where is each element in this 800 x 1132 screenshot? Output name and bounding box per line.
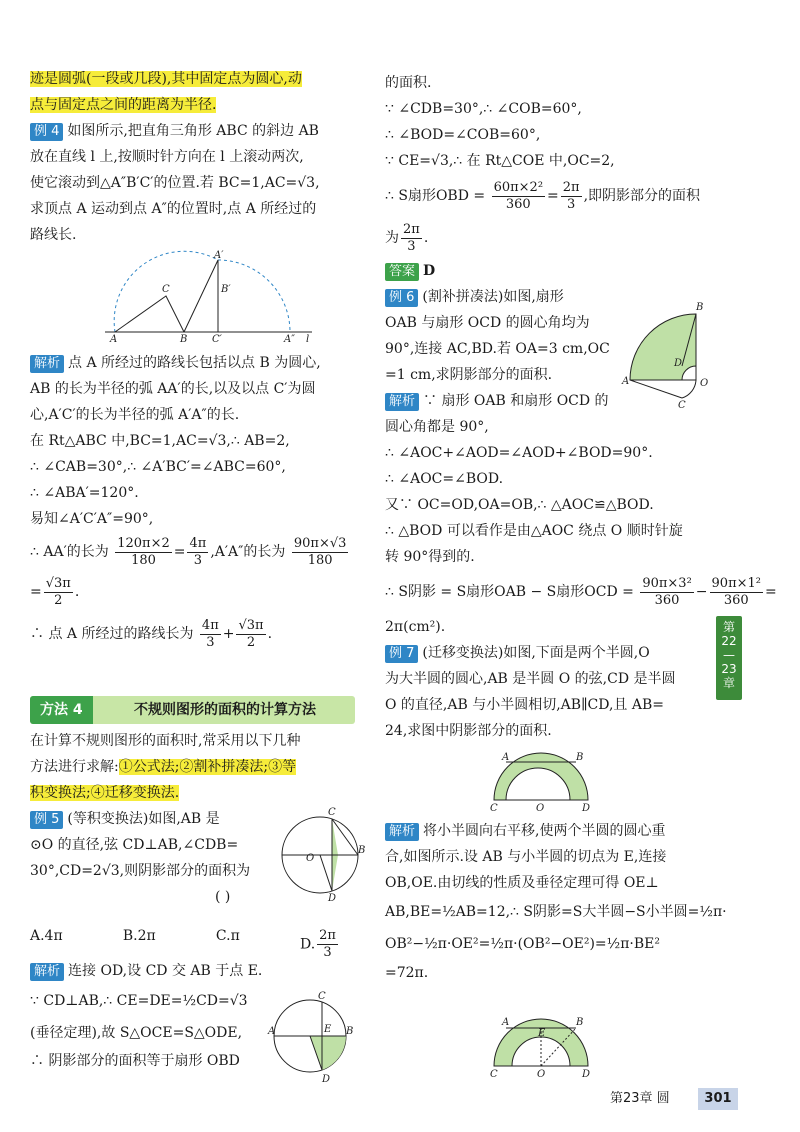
numerator: 2π xyxy=(403,221,420,237)
denominator: 360 xyxy=(654,592,680,608)
intro-text-2: 点与固定点之间的距离为半径. xyxy=(30,97,217,113)
sol4-line: 在 Rt△ABC 中,BC=1,AC=√3,∴ AB=2, xyxy=(30,433,290,449)
sol6-line: ∴ S阴影 = S扇形OAB − S扇形OCD = xyxy=(385,584,634,600)
label-a: A xyxy=(502,1017,510,1028)
right-column: 的面积. ∵ ∠CDB=30°,∴ ∠COB=60°, ∴ ∠BOD=∠COB=60°, ∵ CE=√3,∴ 在 Rt△COE 中,OC=2, ∴ S扇形OBD = $\frac{\text{60π×2²}}{360}$ = $\frac{2\pi}{3}$ ,即阴影部分的面积 为 $\frac{2\pi}{3}$ . 答案 D 例 6 (割补拼凑法)如图,扇形 OAB 与扇形 OCD 的圆心角均为 90°,连接 AC,BD.若 OA=3 cm,OC =1 cm,求阴影部分的面积. 解析 ∵ 扇形 OAB 和扇形 OCD 的 圆心角都是 90°, ∴ ∠AOC+∠AOD=∠AOD+∠BOD=90°. ∴ ∠AOC=∠BOD. 又∵ OC=OD,OA=OB,∴ △AOC≌△BOD. ∴ △BOD 可以看作是由△AOC 绕点 O 顺时针旋 转 90°得到的. ∴ S阴影 = S扇形OAB − S扇形OCD = $\frac{\text{90π×3²}}{360}$ − $\frac{\text{90π×1²}}{360}$ = 2π(cm²). 例 7 (迁移变换法)如图,下面是两个半圆,O 为大半圆的圆心,AB 是半圆 O 的弦,CD 是半圆 O 的直径,AB 与小半圆相切,AB∥CD,且 AB= 24,求图中阴影部分的面积. xyxy=(385,70,715,744)
label-o: O xyxy=(537,1069,546,1080)
numerator: 2π xyxy=(562,179,580,195)
fraction xyxy=(44,576,73,609)
label-c: C xyxy=(678,400,686,411)
label-b: B xyxy=(576,752,584,763)
choices xyxy=(30,928,340,961)
intro-text-1: 迹是圆弧(一段或几段),其中固定点为圆心,动 xyxy=(30,71,302,87)
label-a-dprime: A″ xyxy=(284,334,295,345)
denominator: 2 xyxy=(54,592,63,608)
rolling-triangle-figure xyxy=(100,252,330,344)
sol5-line: (垂径定理),故 S△OCE=S△ODE, xyxy=(30,1025,243,1041)
answer-paren: ( ) xyxy=(215,889,231,905)
method-highlight: ①公式法;②割补拼凑法;③等 xyxy=(118,759,297,775)
ex4-line: 如图所示,把直角三角形 ABC 的斜边 AB xyxy=(67,123,319,139)
r-line: 为 xyxy=(385,230,399,246)
method-line: 方法进行求解: xyxy=(30,759,119,775)
label-d: D xyxy=(328,893,337,904)
ex7-line: 为大半圆的圆心,AB 是半圆 O 的弦,CD 是半圆 xyxy=(385,671,676,687)
choice-c: C.π xyxy=(215,928,240,944)
denominator: 3 xyxy=(323,945,332,960)
sol5-line: ∴ 阴影部分的面积等于扇形 OBD xyxy=(30,1053,240,1069)
denominator: 3 xyxy=(206,634,215,650)
left-column xyxy=(30,66,360,248)
sol7-line: 将小半圆向右平移,使两个半圆的圆心重 xyxy=(423,823,666,839)
fraction xyxy=(492,180,545,213)
sol6-line: ∴ ∠AOC+∠AOD=∠AOD+∠BOD=90°. xyxy=(385,445,653,461)
left-solution-4: 解析 点 A 所经过的路线长包括以点 B 为圆心, AB 的长为半径的弧 AA′的长,以及以点 C′为圆 心,A′C′的长为半径的弧 A′A″的长. 在 Rt△ABC 中,BC=1,AC=√3,∴ AB=2, ∴ ∠CAB=30°,∴ ∠A′BC′=∠ABC=60°, ∴ ∠ABA′=120°. 易知∠A′C′A″=90°, ∴ AA′的长为 $\frac{120\pi\times 2}{180}$ = $\frac{4\pi}{3}$ ,A′A″的长为 $\frac{90\pi\times√3}{180}$ = $\frac{√3\pi}{2}$ . ∴ 点 A 所经过的路线长为 $\frac{4\pi}{3}$ + $\frac{√3\pi}{2}$ . xyxy=(30,350,360,656)
sector-figure-ex6 xyxy=(622,300,714,410)
label-o: O xyxy=(536,803,545,814)
ex6-line: OAB 与扇形 OCD 的圆心角均为 xyxy=(385,315,590,331)
denominator: 3 xyxy=(193,552,203,568)
right-solution-7 xyxy=(385,818,727,986)
fraction xyxy=(115,536,172,569)
sol4-line: AB 的长为半径的弧 AA′的长,以及以点 C′为圆 xyxy=(30,381,316,397)
operator: − xyxy=(695,584,708,600)
footer-chapter: 第23章 圆 xyxy=(610,1091,670,1106)
example-4-tag: 例 4 xyxy=(30,123,63,141)
fraction xyxy=(401,222,422,255)
label-a: A xyxy=(502,752,510,763)
denominator: 2 xyxy=(246,634,256,650)
sol5-line: ∵ CD⊥AB,∴ CE=DE=½CD=√3 xyxy=(30,993,248,1009)
ex4-line: 求顶点 A 运动到点 A″的位置时,点 A 所经过的 xyxy=(30,201,317,217)
numerator: 90π×1² xyxy=(711,575,761,591)
label-a-prime: A′ xyxy=(214,250,224,261)
denominator: 3 xyxy=(407,238,416,254)
sol4-line: ∴ AA′的长为 xyxy=(30,544,109,560)
label-o: O xyxy=(306,853,315,864)
sol6-line: 转 90°得到的. xyxy=(385,549,475,565)
solution-tag: 解析 xyxy=(385,823,419,841)
fraction xyxy=(200,618,221,651)
method-highlight: 积变换法;④迁移变换法. xyxy=(30,785,180,801)
numerator: 4π xyxy=(189,535,207,551)
sol7-line: 合,如图所示.设 AB 与小半圆的切点为 E,连接 xyxy=(385,849,667,865)
method-title: 不规则图形的面积的计算方法 xyxy=(134,702,316,718)
numerator: √3π xyxy=(238,617,264,633)
chapter-side-tab: 第22—23章 xyxy=(716,616,742,700)
sol4-line: 点 A 所经过的路线长包括以点 B 为圆心, xyxy=(68,355,321,371)
fraction xyxy=(640,576,693,609)
sol6-line: ∵ 扇形 OAB 和扇形 OCD 的 xyxy=(423,393,609,409)
denominator: 360 xyxy=(723,592,749,608)
choice-d: D. $\frac{2\pi}{3}$ xyxy=(299,928,336,960)
fraction xyxy=(236,618,265,651)
ex4-line: 使它滚动到△A″B′C′的位置.若 BC=1,AC=√3, xyxy=(30,175,320,191)
fraction xyxy=(561,180,582,213)
ex5-line: (等积变换法)如图,AB 是 xyxy=(67,811,220,827)
label-e: E xyxy=(324,1024,332,1035)
answer-tag: 答案 xyxy=(385,263,419,281)
numerator: 4π xyxy=(201,617,219,633)
sol4-line: ∴ ∠ABA′=120°. xyxy=(30,485,139,501)
solution-tag: 解析 xyxy=(385,393,419,411)
circle-figure-sol5 xyxy=(268,990,352,1084)
label-d: D xyxy=(582,1069,591,1080)
page-number: 301 xyxy=(698,1088,738,1110)
label-o: O xyxy=(700,378,709,389)
solution-tag: 解析 xyxy=(30,355,64,373)
left-solution-5 xyxy=(30,958,280,1074)
sol7-line: =72π. xyxy=(385,965,429,981)
label-c: C xyxy=(490,1069,498,1080)
label-b: B xyxy=(346,1026,354,1037)
shaded-sector xyxy=(310,1036,346,1070)
numerator: 120π×2 xyxy=(117,535,170,551)
sol6-line: ∴ △BOD 可以看作是由△AOC 绕点 O 顺时针旋 xyxy=(385,523,683,539)
ex7-line: (迁移变换法)如图,下面是两个半圆,O xyxy=(422,645,650,661)
numerator: √3π xyxy=(45,575,71,591)
label-c: C xyxy=(490,803,498,814)
ex5-line: ⊙O 的直径,弦 CD⊥AB,∠CDB= xyxy=(30,837,239,853)
method-badge: 方法 4 xyxy=(30,696,93,724)
choice-b: B.2π xyxy=(122,928,156,944)
sol7-line: OB²−½π·OE²=½π·(OB²−OE²)=½π·BE² xyxy=(385,936,661,952)
ex6-line: 90°,连接 AC,BD.若 OA=3 cm,OC xyxy=(385,341,610,357)
sol6-line: ∴ ∠AOC=∠BOD. xyxy=(385,471,504,487)
fraction xyxy=(317,928,338,961)
sol4-line: ∴ ∠CAB=30°,∴ ∠A′BC′=∠ABC=60°, xyxy=(30,459,286,475)
ex7-line: 24,求图中阴影部分的面积. xyxy=(385,723,552,739)
example-7-tag: 例 7 xyxy=(385,645,418,663)
denominator: 360 xyxy=(505,196,531,212)
semicircle-figure-ex7 xyxy=(486,748,596,814)
method-line: 在计算不规则图形的面积时,常采用以下几种 xyxy=(30,733,301,749)
sol4-line: ,A′A″的长为 xyxy=(210,544,286,560)
r-line: ∴ ∠BOD=∠COB=60°, xyxy=(385,127,541,143)
label-c: C xyxy=(318,991,326,1002)
sol5-line: 连接 OD,设 CD 交 AB 于点 E. xyxy=(68,963,263,979)
ex4-line: 路线长. xyxy=(30,227,77,243)
r-line: 的面积. xyxy=(385,75,432,91)
label-b: B xyxy=(180,334,188,345)
label-c: C xyxy=(328,807,336,818)
triangle-prime xyxy=(184,260,218,332)
numerator: 2π xyxy=(319,928,336,943)
sol7-line: AB,BE=½AB=12,∴ S阴影=S大半圆−S小半圆=½π· xyxy=(385,904,727,920)
denominator: 180 xyxy=(307,552,333,568)
method-4-banner xyxy=(30,696,355,724)
sol6-line: 2π(cm²). xyxy=(385,619,446,635)
label-b: B xyxy=(358,845,366,856)
arc-a-prime-a-dprime xyxy=(218,260,290,332)
r-line: ∴ S扇形OBD = xyxy=(385,188,486,204)
fraction xyxy=(292,536,349,569)
page-footer xyxy=(588,1088,738,1110)
label-d: D xyxy=(582,803,591,814)
r-line: ,即阴影部分的面积 xyxy=(583,188,701,204)
ex6-line: =1 cm,求阴影部分的面积. xyxy=(385,367,553,383)
fraction xyxy=(187,536,208,569)
label-b-prime: B′ xyxy=(221,284,231,295)
choice-a: A.4π xyxy=(30,928,63,944)
label-a: A xyxy=(268,1026,276,1037)
label-l: l xyxy=(306,334,310,345)
semicircle-figure-sol7 xyxy=(486,1010,596,1080)
sol7-line: OB,OE.由切线的性质及垂径定理可得 OE⊥ xyxy=(385,875,659,891)
triangle-abc xyxy=(115,296,184,332)
label-d: D xyxy=(674,358,683,369)
label-c: C xyxy=(162,284,170,295)
solution-tag: 解析 xyxy=(30,963,64,981)
label-a: A xyxy=(622,376,630,387)
fraction xyxy=(710,576,763,609)
label-c-prime: C′ xyxy=(212,334,222,345)
label-a: A xyxy=(110,334,118,345)
r-line: ∵ CE=√3,∴ 在 Rt△COE 中,OC=2, xyxy=(385,153,615,169)
sol4-line: ∴ 点 A 所经过的路线长为 xyxy=(30,626,194,642)
operator: = xyxy=(765,584,777,600)
sol6-line: 圆心角都是 90°, xyxy=(385,419,489,435)
numerator: 90π×√3 xyxy=(293,535,347,551)
example-5-tag: 例 5 xyxy=(30,811,63,829)
label-e: E xyxy=(538,1028,546,1039)
ex7-line: O 的直径,AB 与小半圆相切,AB∥CD,且 AB= xyxy=(385,697,665,713)
ex4-line: 放在直线 l 上,按顺时针方向在 l 上滚动两次, xyxy=(30,149,304,165)
ex6-line: (割补拼凑法)如图,扇形 xyxy=(422,289,564,305)
example-6-tag: 例 6 xyxy=(385,289,418,307)
numerator: 90π×3² xyxy=(642,575,692,591)
sol4-line: 心,A′C′的长为半径的弧 A′A″的长. xyxy=(30,407,240,423)
label-b: B xyxy=(696,302,704,313)
denominator: 180 xyxy=(131,552,156,568)
label-d: D xyxy=(322,1074,331,1085)
r-line: ∵ ∠CDB=30°,∴ ∠COB=60°, xyxy=(385,101,582,117)
circle-figure-ex5 xyxy=(280,805,364,903)
sol4-line: 易知∠A′C′A″=90°, xyxy=(30,511,154,527)
numerator: 60π×2² xyxy=(493,179,544,195)
sol6-line: 又∵ OC=OD,OA=OB,∴ △AOC≌△BOD. xyxy=(385,497,654,513)
answer-value: D xyxy=(423,263,436,279)
denominator: 3 xyxy=(567,196,576,212)
label-b: B xyxy=(576,1017,584,1028)
ex5-line: 30°,CD=2√3,则阴影部分的面积为 xyxy=(30,863,251,879)
